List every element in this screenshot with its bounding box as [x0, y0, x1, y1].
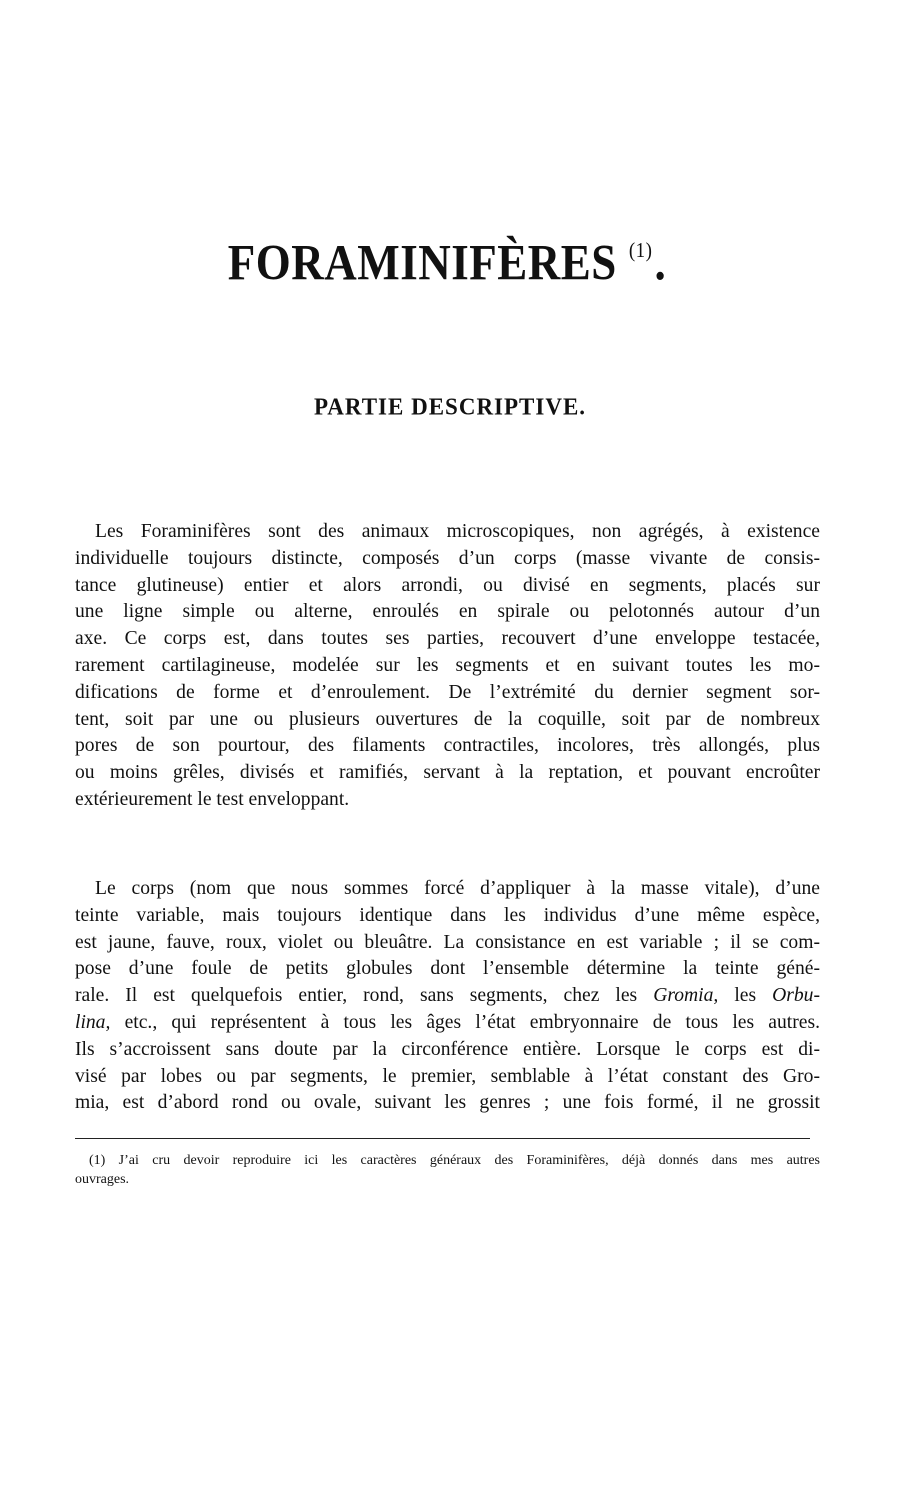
paragraph-line: Ils s’accroissent sans doute par la circonférence entière. Lorsque le corps est di- [75, 1038, 820, 1060]
paragraph-line: tance glutineuse) entier et alors arrondi, ou divisé en segments, placés sur [75, 574, 820, 596]
paragraph-line: axe. Ce corps est, dans toutes ses parties, recouvert d’une enveloppe testacée, [75, 628, 820, 650]
paragraph-line: extérieurement le test enveloppant. [75, 788, 350, 810]
paragraph-line: visé par lobes ou par segments, le premier, semblable à l’état constant des Gro- [75, 1065, 820, 1087]
text-run: les [718, 985, 773, 1007]
footnote-divider [75, 1138, 810, 1139]
text-run: rale. Il est quelquefois entier, rond, sans segments, chez les [75, 985, 654, 1007]
text-run: etc., qui représentent à tous les âges l’état embryonnaire de tous les autres. [110, 1011, 820, 1033]
page-title [0, 234, 900, 291]
footnote-line: (1) J’ai cru devoir reproduire ici les caractères généraux des Foraminifères, déjà donnés dans mes autres [89, 1153, 820, 1168]
genus-name-gromia: Gromia, [653, 985, 719, 1007]
paragraph-line: teinte variable, mais toujours identique dans les individus d’une même espèce, [75, 904, 820, 926]
paragraph-line: Le corps (nom que nous sommes forcé d’appliquer à la masse vitale), d’une [95, 878, 820, 899]
paragraph-line: difications de forme et d’enroulement. De l’extrémité du dernier segment sor- [75, 681, 820, 703]
paragraph-1 [75, 519, 820, 814]
paragraph-line: pose d’une foule de petits globules dont l’ensemble détermine la teinte géné- [75, 958, 820, 980]
genus-name-orbulina-end: lina, [75, 1011, 111, 1033]
paragraph-line: tent, soit par une ou plusieurs ouvertures de la coquille, soit par de nombreux [75, 708, 820, 730]
section-subtitle: PARTIE DESCRIPTIVE. [313, 393, 587, 420]
paragraph-line: rarement cartilagineuse, modelée sur les segments et en suivant toutes les mo- [75, 654, 820, 676]
paragraph-line: individuelle toujours distincte, composés d’un corps (masse vivante de consis- [75, 547, 820, 569]
footnote-line: ouvrages. [75, 1172, 130, 1187]
paragraph-line [75, 983, 820, 1010]
paragraph-line: pores de son pourtour, des filaments contractiles, incolores, très allongés, plus [75, 735, 820, 757]
paragraph-line: ou moins grêles, divisés et ramifiés, servant à la reptation, et pouvant encroûter [75, 762, 820, 784]
paragraph-line: mia, est d’abord rond ou ovale, suivant les genres ; une fois formé, il ne grossit [75, 1092, 820, 1114]
paragraph-2 [75, 876, 820, 1117]
paragraph-line: est jaune, fauve, roux, violet ou bleuâtre. La consistance en est variable ; il se com- [75, 931, 820, 953]
paragraph-line [75, 1010, 820, 1037]
footnote [75, 1151, 820, 1189]
paragraph-line: une ligne simple ou alterne, enroulés en spirale ou pelotonnés autour d’un [75, 601, 820, 623]
title-text: FORAMINIFÈRES [227, 234, 617, 291]
title-period: . [654, 234, 667, 291]
genus-name-orbulina-start: Orbu- [772, 985, 821, 1007]
paragraph-line: Les Foraminifères sont des animaux microscopiques, non agrégés, à existence [95, 521, 820, 542]
title-footnote-marker: (1) [628, 239, 653, 263]
